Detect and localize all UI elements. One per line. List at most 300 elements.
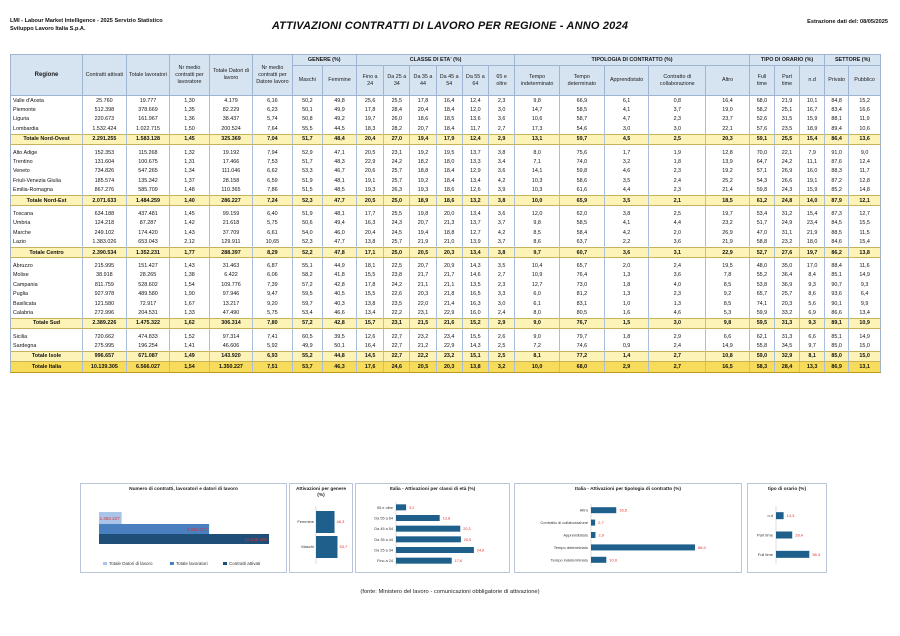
cell-medio-lav: 1,52 — [170, 332, 209, 341]
bar-fino-a-24 — [396, 558, 452, 564]
cell-part: 27,6 — [774, 247, 799, 257]
cell-regione: Puglia — [11, 289, 83, 298]
cell-e24: 22,9 — [356, 157, 383, 166]
cell-pubblico: 6,4 — [849, 289, 881, 298]
cell-e65: 2,4 — [488, 308, 514, 318]
cell-pubblico: 11,9 — [849, 115, 881, 124]
chart-title-counts: Numero di contratti, lavoratori e datori di lavoro — [129, 487, 238, 492]
cell-medio-dat: 10,65 — [253, 237, 292, 247]
cell-appr: 4,1 — [604, 105, 649, 114]
cell-nd: 8,6 — [800, 289, 825, 298]
cell-medio-dat: 7,80 — [253, 318, 292, 328]
subtotal-row — [11, 351, 881, 361]
cell-full: 53,4 — [749, 209, 774, 218]
cell-e65: 2,5 — [488, 341, 514, 351]
cell-femmine: 48,1 — [323, 176, 357, 185]
cell-e44: 20,7 — [410, 261, 436, 270]
cell-indet: 7,2 — [515, 341, 560, 351]
cell-regione: Molise — [11, 271, 83, 280]
chart-orario — [748, 484, 826, 572]
data-label-da-45-a-54: 20,3 — [463, 527, 471, 532]
cell-nd: 6,9 — [800, 308, 825, 318]
cell-pubblico: 11,6 — [849, 261, 881, 270]
subtotal-row — [11, 134, 881, 144]
cell-e44: 18,6 — [410, 115, 436, 124]
cell-e64: 14,6 — [462, 271, 488, 280]
cell-part: 24,8 — [774, 195, 799, 205]
legend-label-totale-datori-di-lavoro: Totale Datori di lavoro — [109, 561, 153, 566]
cell-e24: 16,4 — [356, 341, 383, 351]
cell-appr: 1,7 — [604, 148, 649, 157]
cell-regione: Veneto — [11, 167, 83, 176]
cell-e64: 12,7 — [462, 228, 488, 237]
cell-medio-lav: 1,41 — [170, 341, 209, 351]
cell-full: 59,9 — [749, 308, 774, 318]
cell-femmine: 48,4 — [323, 134, 357, 144]
cell-maschi: 53,7 — [292, 362, 323, 372]
cell-lavoratori: 437.481 — [126, 209, 170, 218]
cell-e65: 3,3 — [488, 289, 514, 298]
cell-medio-lav: 1,45 — [170, 209, 209, 218]
data-label-full-time: 58,3 — [812, 551, 821, 557]
bar-part-time — [776, 532, 792, 539]
col-nd: n.d — [800, 66, 825, 96]
cell-contratti: 275.995 — [83, 341, 127, 351]
cell-indet: 9,8 — [515, 96, 560, 106]
col-full-time: Full time — [749, 66, 774, 96]
cell-pubblico: 12,8 — [849, 176, 881, 185]
cell-collab: 2,3 — [649, 289, 706, 298]
table-row — [11, 280, 881, 289]
cell-medio-lav: 1,45 — [170, 134, 209, 144]
cell-indet: 9,0 — [515, 332, 560, 341]
category-label-tempo-determinato: Tempo determinato — [553, 544, 588, 550]
bar-maschi — [316, 536, 337, 558]
cell-contratti: 2.291.255 — [83, 134, 127, 144]
cell-pubblico: 14,9 — [849, 271, 881, 280]
cell-e24: 20,4 — [356, 134, 383, 144]
category-label-full-time: Full time — [757, 551, 773, 557]
cell-e64: 16,5 — [462, 289, 488, 298]
cell-e64: 12,4 — [462, 96, 488, 106]
cell-part: 36,9 — [774, 280, 799, 289]
table-row — [11, 299, 881, 308]
cell-e34: 26,0 — [384, 115, 410, 124]
cell-e24: 18,3 — [356, 124, 383, 134]
cell-e44: 18,9 — [410, 195, 436, 205]
cell-collab: 2,5 — [649, 209, 706, 218]
cell-pubblico: 12,7 — [849, 209, 881, 218]
cell-e64: 13,3 — [462, 157, 488, 166]
cell-part: 31,3 — [774, 318, 799, 328]
cell-contratti: 220.673 — [83, 115, 127, 124]
cell-femmine: 48,3 — [323, 157, 357, 166]
cell-collab: 4,0 — [649, 280, 706, 289]
cell-altro: 19,2 — [706, 167, 750, 176]
cell-e64: 14,3 — [462, 341, 488, 351]
cell-e54: 18,8 — [436, 228, 462, 237]
cell-medio-lav: 1,43 — [170, 261, 209, 270]
cell-e54: 21,8 — [436, 289, 462, 298]
cell-det: 68,0 — [559, 362, 604, 372]
cell-lavoratori: 1.583.128 — [126, 134, 170, 144]
cell-e24: 15,5 — [356, 289, 383, 298]
cell-maschi: 52,3 — [292, 195, 323, 205]
cell-e54: 17,9 — [436, 134, 462, 144]
cell-e24: 13,8 — [356, 299, 383, 308]
cell-e24: 18,1 — [356, 261, 383, 270]
cell-contratti: 38.918 — [83, 271, 127, 280]
cell-appr: 0,9 — [604, 341, 649, 351]
cell-lavoratori: 1.484.259 — [126, 195, 170, 205]
cell-femmine: 40,3 — [323, 299, 357, 308]
cell-det: 65,7 — [559, 261, 604, 270]
cell-medio-lav: 1,37 — [170, 176, 209, 185]
cell-regione: Totale Isole — [11, 351, 83, 361]
cell-regione: Toscana — [11, 209, 83, 218]
cell-femmine: 40,5 — [323, 289, 357, 298]
legend-swatch-totale-datori-di-lavoro — [103, 562, 107, 565]
cell-e65: 3,8 — [488, 195, 514, 205]
cell-e24: 17,6 — [356, 362, 383, 372]
cell-lavoratori: 1.022.715 — [126, 124, 170, 134]
cell-e44: 19,2 — [410, 176, 436, 185]
cell-nd: 17,0 — [800, 261, 825, 270]
cell-maschi: 52,2 — [292, 247, 323, 257]
cell-datori: 17.466 — [209, 157, 253, 166]
cell-e34: 25,7 — [384, 167, 410, 176]
cell-e44: 20,3 — [410, 289, 436, 298]
cell-maschi: 59,5 — [292, 289, 323, 298]
cell-e64: 12,4 — [462, 134, 488, 144]
cell-altro: 20,3 — [706, 134, 750, 144]
cell-datori: 286.227 — [209, 195, 253, 205]
cell-e65: 2,3 — [488, 96, 514, 106]
cell-part: 26,9 — [774, 167, 799, 176]
cell-pubblico: 15,2 — [849, 96, 881, 106]
cell-e24: 17,8 — [356, 280, 383, 289]
cell-regione: Friuli-Venezia Giulia — [11, 176, 83, 185]
cell-pubblico: 16,6 — [849, 105, 881, 114]
cell-nd: 19,7 — [800, 247, 825, 257]
cell-e34: 22,7 — [384, 332, 410, 341]
cell-contratti: 720.662 — [83, 332, 127, 341]
cell-part: 25,1 — [774, 105, 799, 114]
page-title: ATTIVAZIONI CONTRATTI DI LAVORO PER REGIONE - ANNO 2024 — [271, 20, 629, 32]
table-row — [11, 261, 881, 270]
cell-contratti: 2.071.633 — [83, 195, 127, 205]
cell-collab: 4,6 — [649, 308, 706, 318]
cell-part: 24,9 — [774, 219, 799, 228]
cell-appr: 3,5 — [604, 176, 649, 185]
cell-det: 59,7 — [559, 134, 604, 144]
cell-femmine: 46,0 — [323, 228, 357, 237]
cell-e44: 19,4 — [410, 134, 436, 144]
cell-e34: 25,0 — [384, 247, 410, 257]
cell-regione: Totale Sud — [11, 318, 83, 328]
cell-collab: 2,1 — [649, 195, 706, 205]
cell-pubblico: 9,3 — [849, 280, 881, 289]
cell-e54: 18,5 — [436, 115, 462, 124]
cell-pubblico: 15,5 — [849, 219, 881, 228]
col-collaborazione: Contratto di collaborazione — [649, 66, 706, 96]
cell-e44: 21,5 — [410, 318, 436, 328]
cell-altro: 9,2 — [706, 289, 750, 298]
cell-privato: 85,2 — [825, 186, 849, 196]
cell-contratti: 2.390.534 — [83, 247, 127, 257]
cell-nd: 8,1 — [800, 351, 825, 361]
cell-contratti: 121.580 — [83, 299, 127, 308]
cell-medio-dat: 5,92 — [253, 341, 292, 351]
cell-e54: 18,4 — [436, 167, 462, 176]
cell-privato: 85,1 — [825, 332, 849, 341]
cell-datori: 4.179 — [209, 96, 253, 106]
cell-e64: 13,6 — [462, 115, 488, 124]
cell-indet: 7,1 — [515, 157, 560, 166]
cell-part: 34,5 — [774, 341, 799, 351]
cell-det: 65,9 — [559, 195, 604, 205]
cell-appr: 2,9 — [604, 362, 649, 372]
cell-maschi: 51,7 — [292, 157, 323, 166]
cell-regione: Alto Adige — [11, 148, 83, 157]
cell-medio-lav: 1,38 — [170, 271, 209, 280]
data-label-tempo-indeterminato: 10,0 — [609, 557, 618, 563]
chart-panel-counts — [80, 483, 287, 573]
category-label-da-45-a-54: Da 45 a 54 — [374, 527, 393, 532]
chart-panel-tipologia — [514, 483, 742, 573]
cell-lavoratori: 151.427 — [126, 261, 170, 270]
bar-contratto-di-collaborazione — [591, 520, 595, 526]
cell-indet: 9,8 — [515, 219, 560, 228]
cell-e34: 26,3 — [384, 186, 410, 196]
cell-femmine: 42,8 — [323, 318, 357, 328]
cell-privato: 84,6 — [825, 237, 849, 247]
cell-medio-dat: 6,87 — [253, 261, 292, 270]
cell-e54: 21,4 — [436, 299, 462, 308]
cell-altro: 19,5 — [706, 261, 750, 270]
cell-indet: 8,5 — [515, 228, 560, 237]
category-label-65-e-oltre: 65 e oltre — [377, 505, 393, 510]
cell-full: 51,7 — [749, 219, 774, 228]
cell-medio-dat: 5,74 — [253, 115, 292, 124]
cell-medio-lav: 1,30 — [170, 96, 209, 106]
cell-e24: 15,5 — [356, 271, 383, 280]
cell-nd: 18,0 — [800, 237, 825, 247]
cell-det: 80,5 — [559, 308, 604, 318]
table-row — [11, 157, 881, 166]
cell-altro: 19,0 — [706, 105, 750, 114]
cell-altro: 23,2 — [706, 219, 750, 228]
cell-det: 59,8 — [559, 167, 604, 176]
cell-e54: 18,4 — [436, 124, 462, 134]
chart-title-genere: Attivazioni per genere (%) — [295, 487, 347, 498]
cell-datori: 306.314 — [209, 318, 253, 328]
data-label-da-55-a-64: 13,8 — [442, 516, 451, 521]
legend-label-totale-lavoratori: Totale lavoratori — [175, 561, 208, 566]
cell-e65: 2,5 — [488, 351, 514, 361]
cell-full: 53,8 — [749, 280, 774, 289]
cell-maschi: 53,3 — [292, 167, 323, 176]
cell-datori: 97.946 — [209, 289, 253, 298]
cell-e64: 14,3 — [462, 261, 488, 270]
cell-datori: 325.369 — [209, 134, 253, 144]
data-label-altro: 16,5 — [619, 507, 628, 513]
col-55-64: Da 55 a 64 — [462, 66, 488, 96]
cell-regione: Calabria — [11, 308, 83, 318]
cell-altro: 7,8 — [706, 271, 750, 280]
cell-e44: 19,3 — [410, 186, 436, 196]
cell-nd: 16,0 — [800, 167, 825, 176]
cell-e24: 13,8 — [356, 237, 383, 247]
table-row — [11, 332, 881, 341]
cell-e34: 24,3 — [384, 219, 410, 228]
cell-femmine: 42,8 — [323, 280, 357, 289]
cell-privato: 83,4 — [825, 105, 849, 114]
cell-maschi: 50,1 — [292, 105, 323, 114]
cell-contratti: 272.996 — [83, 308, 127, 318]
cell-indet: 9,7 — [515, 247, 560, 257]
data-label-contratti-attivati: 10.139.305 — [244, 537, 267, 542]
cell-e34: 22,2 — [384, 308, 410, 318]
cell-privato: 84,5 — [825, 219, 849, 228]
bar-da-25-a-34 — [396, 547, 474, 553]
cell-medio-lav: 2,12 — [170, 237, 209, 247]
cell-full: 68,0 — [749, 96, 774, 106]
col-maschi: Maschi — [292, 66, 323, 96]
cell-det: 54,6 — [559, 124, 604, 134]
data-label-tempo-determinato: 68,0 — [698, 544, 706, 550]
cell-collab: 3,7 — [649, 105, 706, 114]
cell-indet: 8,0 — [515, 308, 560, 318]
cell-altro: 16,4 — [706, 96, 750, 106]
cell-pubblico: 12,4 — [849, 157, 881, 166]
cell-e24: 19,3 — [356, 186, 383, 196]
cell-appr: 3,8 — [604, 209, 649, 218]
cell-e34: 22,5 — [384, 261, 410, 270]
cell-altro: 19,7 — [706, 209, 750, 218]
cell-nd: 6,6 — [800, 332, 825, 341]
cell-femmine: 47,1 — [323, 148, 357, 157]
cell-medio-lav: 1,31 — [170, 157, 209, 166]
cell-e64: 15,2 — [462, 318, 488, 328]
cell-lavoratori: 653.043 — [126, 237, 170, 247]
cell-pubblico: 14,8 — [849, 186, 881, 196]
cell-det: 73,0 — [559, 280, 604, 289]
cell-full: 54,3 — [749, 176, 774, 185]
cell-medio-lav: 1,33 — [170, 308, 209, 318]
cell-nd: 9,7 — [800, 341, 825, 351]
cell-contratti: 927.978 — [83, 289, 127, 298]
cell-collab: 0,8 — [649, 96, 706, 106]
cell-appr: 1,3 — [604, 271, 649, 280]
col-indeterminato: Tempo indeterminato — [515, 66, 560, 96]
cell-collab: 2,7 — [649, 351, 706, 361]
cell-regione: Lombardia — [11, 124, 83, 134]
cell-privato: 87,3 — [825, 209, 849, 218]
cell-e24: 20,5 — [356, 195, 383, 205]
cell-privato: 89,4 — [825, 124, 849, 134]
cell-e64: 13,5 — [462, 280, 488, 289]
cell-femmine: 47,7 — [323, 237, 357, 247]
group-orario: TIPO DI ORARIO (%) — [749, 55, 824, 66]
cell-e34: 24,6 — [384, 362, 410, 372]
cell-e64: 13,7 — [462, 219, 488, 228]
cell-collab: 2,9 — [649, 332, 706, 341]
cell-part: 25,5 — [774, 134, 799, 144]
cell-full: 64,7 — [749, 157, 774, 166]
cell-indet: 8,1 — [515, 351, 560, 361]
cell-det: 58,4 — [559, 228, 604, 237]
cell-e54: 16,4 — [436, 96, 462, 106]
cell-full: 55,2 — [749, 271, 774, 280]
cell-e24: 13,4 — [356, 308, 383, 318]
cell-lavoratori: 6.566.027 — [126, 362, 170, 372]
cell-indet: 10,4 — [515, 261, 560, 270]
cell-collab: 2,0 — [649, 228, 706, 237]
cell-lavoratori: 174.420 — [126, 228, 170, 237]
cell-medio-dat: 7,86 — [253, 186, 292, 196]
table-row — [11, 219, 881, 228]
cell-indet: 9,0 — [515, 318, 560, 328]
cell-altro: 13,9 — [706, 157, 750, 166]
cell-contratti: 249.102 — [83, 228, 127, 237]
data-label-n-d: 13,3 — [786, 513, 795, 519]
cell-lavoratori: 1.475.322 — [126, 318, 170, 328]
cell-datori: 47.490 — [209, 308, 253, 318]
cell-collab: 3,1 — [649, 247, 706, 257]
cell-datori: 21.618 — [209, 219, 253, 228]
data-label-65-e-oltre: 3,2 — [409, 505, 415, 510]
cell-medio-lav: 1,50 — [170, 124, 209, 134]
cell-collab: 2,7 — [649, 362, 706, 372]
data-label-da-25-a-34: 24,6 — [476, 548, 485, 553]
cell-medio-dat: 7,94 — [253, 148, 292, 157]
source-note: (fonte: Ministero del lavoro - comunicazioni obbligatorie di attivazione) — [360, 589, 540, 595]
cell-e34: 27,0 — [384, 134, 410, 144]
subtotal-row — [11, 247, 881, 257]
cell-appr: 3,6 — [604, 247, 649, 257]
data-label-totale-lavoratori: 6.566.027 — [187, 527, 208, 532]
cell-e64: 15,1 — [462, 351, 488, 361]
group-settore: SETTORE (%) — [825, 55, 881, 66]
cell-e54: 21,7 — [436, 271, 462, 280]
cell-regione: Piemonte — [11, 105, 83, 114]
cell-full: 52,7 — [749, 247, 774, 257]
cell-e65: 2,3 — [488, 280, 514, 289]
cell-part: 31,5 — [774, 115, 799, 124]
cell-indet: 10,9 — [515, 271, 560, 280]
cell-e24: 15,7 — [356, 318, 383, 328]
cell-contratti: 131.604 — [83, 157, 127, 166]
data-label-part-time: 28,4 — [795, 532, 804, 538]
col-femmine: Femmine — [323, 66, 357, 96]
cell-part: 25,7 — [774, 289, 799, 298]
cell-e65: 3,7 — [488, 237, 514, 247]
cell-appr: 1,3 — [604, 289, 649, 298]
cell-e34: 22,7 — [384, 351, 410, 361]
chart-panel-eta — [355, 483, 510, 573]
cell-lavoratori: 489.580 — [126, 289, 170, 298]
col-datori: Totale Datori di lavoro — [209, 55, 253, 96]
cell-maschi: 51,7 — [292, 134, 323, 144]
cell-e65: 3,2 — [488, 362, 514, 372]
cell-appr: 6,1 — [604, 96, 649, 106]
cell-medio-dat: 7,51 — [253, 362, 292, 372]
cell-medio-dat: 9,20 — [253, 299, 292, 308]
cell-e34: 23,8 — [384, 271, 410, 280]
cell-contratti: 1.383.026 — [83, 237, 127, 247]
cell-e54: 19,5 — [436, 148, 462, 157]
